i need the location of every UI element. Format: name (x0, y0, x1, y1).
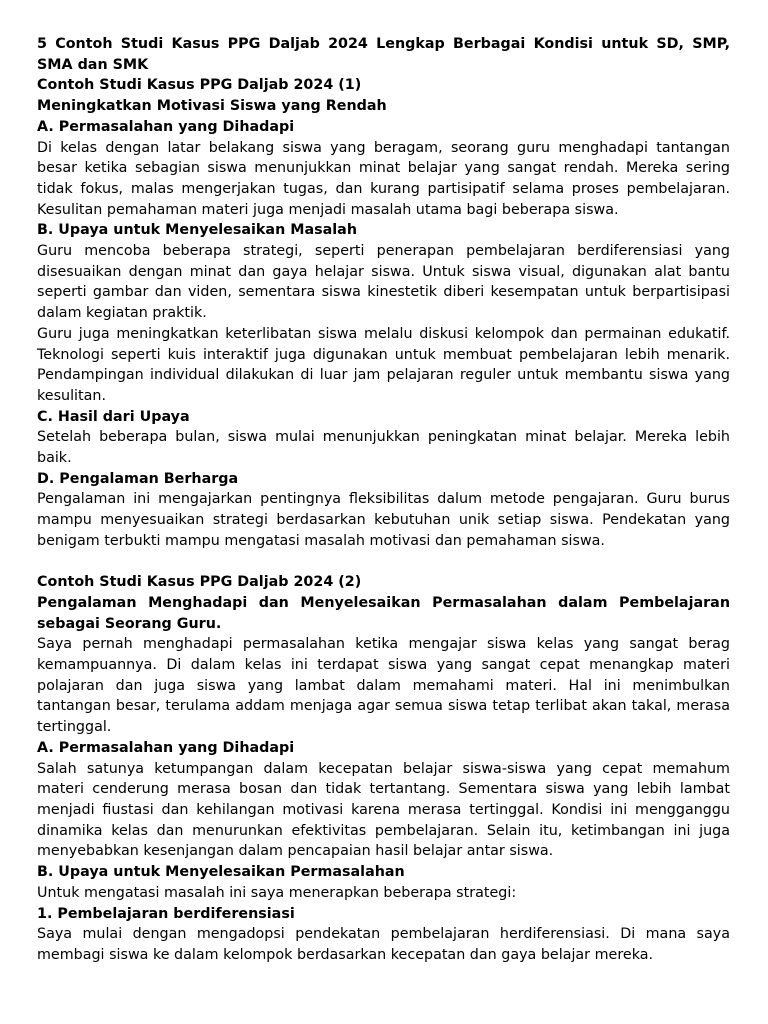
case1-section-c-heading: C. Hasil dari Upaya (37, 408, 190, 425)
case2-section-b-heading: B. Upaya untuk Menyelesaikan Permasalahan (37, 864, 405, 881)
case1-section-a-text: Di kelas dengan latar belakang siswa yang beragam, seorang guru menghadapi tantangan besar ketika sebagian siswa menunjukkan minat belajar yang sangat rendah. Mereka sering tidak fokus, malas mengerjakan tugas, dan kurang partisipatif selama proses pembelajaran. Kesulitan pemahaman materi juga menjadi masalah utama bagi beberapa siswa. (37, 139, 730, 218)
case2-section-a-text: Salah satunya ketumpangan dalam kecepatan belajar siswa-siswa yang cepat memahum materi cenderung merasa bosan dan tidak tertantang. Sementara siswa yang lebih lambat menjadi fiustasi dan kehilangan motivasi karena merasa tertinggal. Kondisi ini mengganggu dinamika kelas dan menurunkan efektivitas pembelajaran. Selain itu, ketimbangan ini juga menyebabkan kesenjangan dalam pencapaian hasil belajar antar siswa. (37, 760, 730, 860)
case1-subtitle: Meningkatkan Motivasi Siswa yang Rendah (37, 98, 387, 115)
case2-intro-text: Saya pernah menghadapi permasalahan ketika mengajar siswa kelas yang sangat berag kemampuannya. Di dalam kelas ini terdapat siswa yang sangat cepat menangkap materi polajaran dan juga siswa yang lambat dalam memahami materi. Hal ini menimbulkan tantangan besar, terulama addam menjaga agar semua siswa tetap terlibat akan takal, merasa tertinggal. (37, 636, 730, 736)
case1-section-a-heading: A. Permasalahan yang Dihadapi (37, 118, 295, 135)
section-spacer (37, 552, 730, 573)
case2-strategy-1-text: Saya mulai dengan mengadopsi pendekatan pembelajaran herdiferensiasi. Di mana saya membagi siswa ke dalam kelompok berdasarkan kecepatan dan gaya belajar mereka. (37, 926, 730, 963)
case1-section-b-text-2: Guru juga meningkatkan keterlibatan siswa melalu diskusi kelompok dan permainan edukatif. Teknologi seperti kuis interaktif juga digunakan untuk membuat pembelajaran lebih menarik. Pendampingan individual dilakukan di luar jam pelajaran reguler untuk membantu siswa yang kesulitan. (37, 325, 730, 404)
document-body (37, 34, 730, 966)
case1-section-d-text: Pengalaman ini mengajarkan pentingnya fleksibilitas dalum metode pengajaran. Guru burus mampu menyesuaikan strategi berdasarkan kebutuhan unik setiap siswa. Pendekatan yang benigam terbukti mampu mengatasi masalah motivasi dan pemahaman siswa. (37, 491, 730, 549)
case1-section-d-heading: D. Pengalaman Berharga (37, 470, 239, 487)
document-title: 5 Contoh Studi Kasus PPG Daljab 2024 Lengkap Berbagai Kondisi untuk SD, SMP, SMA dan SMK (37, 36, 730, 73)
case2-subtitle: Pengalaman Menghadapi dan Menyelesaikan Permasalahan dalam Pembelajaran sebagai Seorang Guru. (37, 594, 730, 632)
case1-section-c-text: Setelah beberapa bulan, siswa mulai menunjukkan peningkatan minat belajar. Mereka lebih baik. (37, 429, 730, 467)
case1-section-b-heading: B. Upaya untuk Menyelesaikan Masalah (37, 222, 357, 239)
case2-heading: Contoh Studi Kasus PPG Daljab 2024 (2) (37, 574, 362, 591)
case2-section-a-heading: A. Permasalahan yang Dihadapi (37, 739, 295, 756)
case2-strategy-1-heading: 1. Pembelajaran berdiferensiasi (37, 905, 295, 922)
case1-section-b-text-1: Guru mencoba beberapa strategi, seperti penerapan pembelajaran berdiferensiasi yang disesuaikan dengan minat dan gaya helajar siswa. Untuk siswa visual, digunakan alat bantu seperti gambar dan viden, sementara siswa kinestetik diberi kesempatan untuk berpartisipasi dalam kegiatan praktik. (37, 243, 730, 322)
case1-heading: Contoh Studi Kasus PPG Daljab 2024 (1) (37, 77, 362, 94)
case2-section-b-intro: Untuk mengatasi masalah ini saya menerapkan beberapa strategi: (37, 884, 517, 901)
